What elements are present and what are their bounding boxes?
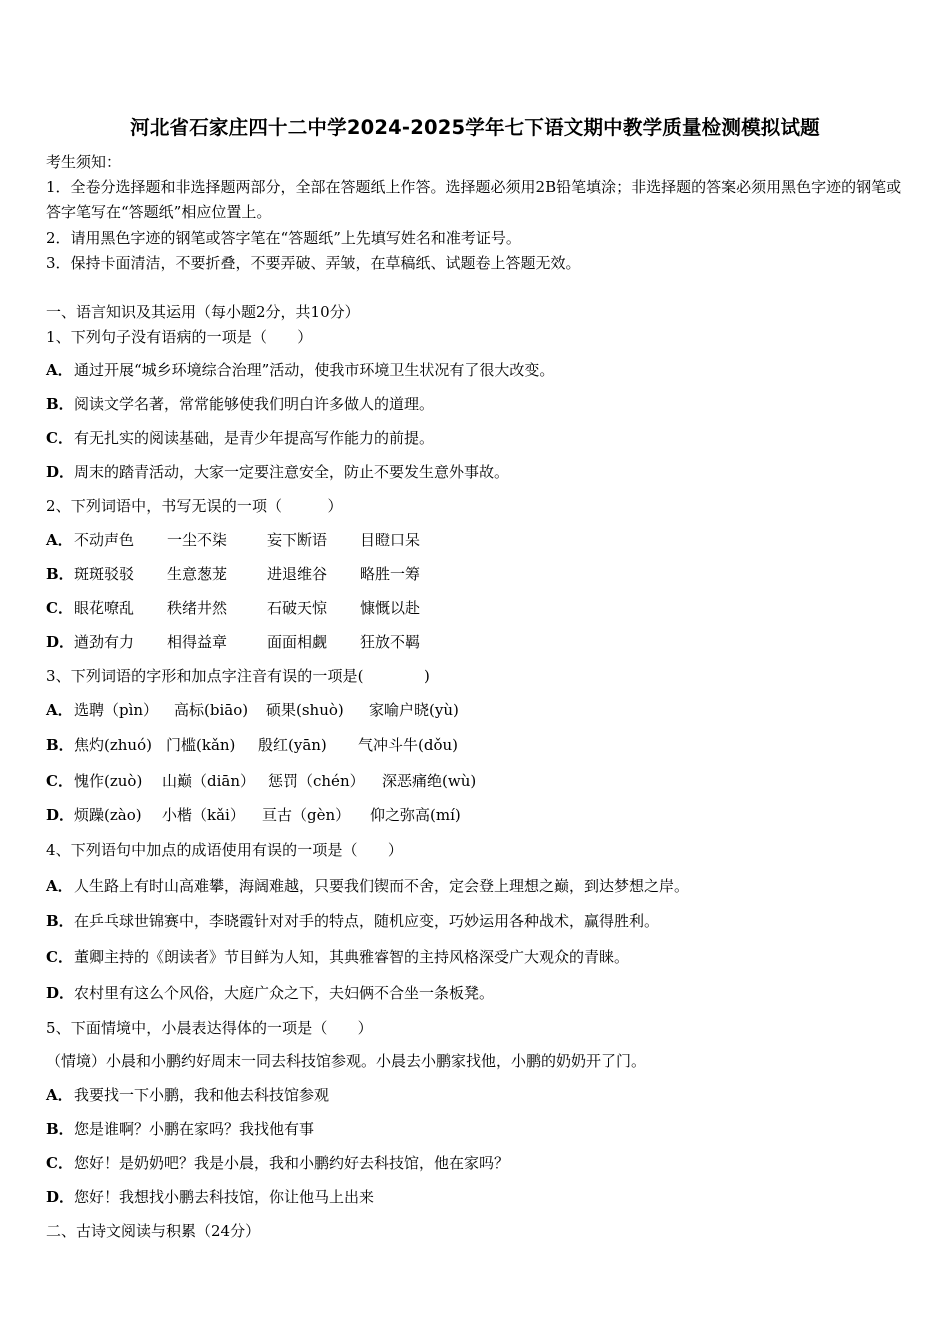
q2-option-b[interactable] — [46, 564, 910, 584]
option-word: 门槛(kǎn) — [166, 736, 236, 754]
q5-option-b[interactable] — [46, 1119, 910, 1139]
section-1-heading: 一、语言知识及其运用（每小题2分，共10分） — [46, 303, 360, 321]
option-text: 阅读文学名著，常常能够使我们明白许多做人的道理。 — [74, 395, 435, 413]
q1-stem: 1、下列句子没有语病的一项是（ ） — [46, 328, 313, 346]
q4-option-a[interactable] — [46, 876, 910, 896]
q3-option-b[interactable] — [46, 735, 910, 755]
q4-option-d[interactable] — [46, 983, 910, 1003]
option-word: 斑斑驳驳 — [74, 565, 135, 583]
option-text: 周末的踏青活动，大家一定要注意安全，防止不要发生意外事故。 — [74, 463, 510, 481]
q5-stem: 5、下面情境中，小晨表达得体的一项是（ ） — [46, 1019, 373, 1037]
q3-option-c[interactable] — [46, 771, 910, 791]
option-label: B． — [46, 1120, 74, 1138]
option-label: A． — [46, 701, 73, 719]
option-label: B． — [46, 565, 74, 583]
q1-option-a[interactable] — [46, 360, 910, 380]
option-label: C． — [46, 772, 73, 790]
option-word: 遒劲有力 — [74, 633, 135, 651]
option-word: 气冲斗牛(dǒu) — [358, 736, 458, 754]
option-word: 面面相觑 — [267, 633, 328, 651]
option-word: 一尘不柒 — [167, 531, 228, 549]
option-text: 有无扎实的阅读基础，是青少年提高写作能力的前提。 — [74, 429, 435, 447]
option-text: 农村里有这么个风俗，大庭广众之下，夫妇俩不合坐一条板凳。 — [74, 984, 495, 1002]
section-2-heading: 二、古诗文阅读与积累（24分） — [46, 1222, 261, 1240]
option-word: 仰之弥高(mí) — [370, 806, 461, 824]
option-word: 硕果(shuò) — [266, 701, 344, 719]
q5-option-c[interactable] — [46, 1153, 910, 1173]
option-word: 殷红(yān) — [258, 736, 327, 754]
q5-option-d[interactable] — [46, 1187, 910, 1207]
q2-stem: 2、下列词语中，书写无误的一项（ ） — [46, 497, 343, 515]
option-label: D． — [46, 463, 75, 481]
option-word: 山巅（diān） — [162, 772, 256, 790]
option-word: 深恶痛绝(wù) — [382, 772, 477, 790]
option-word: 狂放不羁 — [360, 633, 421, 651]
option-word: 小楷（kǎi） — [162, 806, 245, 824]
option-label: D． — [46, 806, 75, 824]
option-label: B． — [46, 736, 74, 754]
q3-option-a[interactable] — [46, 700, 910, 720]
option-word: 焦灼(zhuó) — [74, 736, 152, 754]
q2-option-a[interactable] — [46, 530, 910, 550]
notice-item-3: 3．保持卡面清洁，不要折叠，不要弄破、弄皱，在草稿纸、试题卷上答题无效。 — [46, 254, 581, 272]
option-text: 在乒乓球世锦赛中，李晓霞针对对手的特点，随机应变，巧妙运用各种战术，赢得胜利。 — [74, 912, 660, 930]
q4-stem: 4、下列语句中加点的成语使用有误的一项是（ ） — [46, 841, 403, 859]
option-label: C． — [46, 1154, 73, 1172]
option-word: 妄下断语 — [267, 531, 328, 549]
q3-option-d[interactable] — [46, 805, 910, 825]
option-word: 惩罚（chén） — [268, 772, 365, 790]
option-label: A． — [46, 877, 73, 895]
option-text: 通过开展“城乡环境综合治理”活动，使我市环境卫生状况有了很大改变。 — [74, 361, 555, 379]
option-word: 高标(biāo) — [174, 701, 249, 719]
q1-option-b[interactable] — [46, 394, 910, 414]
notice-heading: 考生须知： — [46, 153, 122, 171]
option-word: 略胜一筹 — [360, 565, 421, 583]
q5-context: （情境）小晨和小鹏约好周末一同去科技馆参观。小晨去小鹏家找他，小鹏的奶奶开了门。 — [46, 1052, 647, 1070]
option-label: D． — [46, 633, 75, 651]
option-text: 人生路上有时山高难攀，海阔难越，只要我们锲而不舍，定会登上理想之巅，到达梦想之岸。 — [74, 877, 690, 895]
q1-option-c[interactable] — [46, 428, 910, 448]
option-label: D． — [46, 984, 75, 1002]
option-label: C． — [46, 429, 73, 447]
q1-option-d[interactable] — [46, 462, 910, 482]
option-text: 您好！是奶奶吧？我是小晨，我和小鹏约好去科技馆，他在家吗？ — [74, 1154, 510, 1172]
exam-title: 河北省石家庄四十二中学2024-2025学年七下语文期中教学质量检测模拟试题 — [130, 116, 820, 139]
option-label: A． — [46, 1086, 73, 1104]
q4-option-b[interactable] — [46, 911, 910, 931]
option-word: 家喻户晓(yù) — [369, 701, 459, 719]
option-text: 董卿主持的《朗读者》节目鲜为人知，其典雅睿智的主持风格深受广大观众的青睐。 — [74, 948, 630, 966]
option-word: 慷慨以赴 — [360, 599, 421, 617]
q2-option-c[interactable] — [46, 598, 910, 618]
option-word: 亘古（gèn） — [262, 806, 351, 824]
q5-option-a[interactable] — [46, 1085, 910, 1105]
option-word: 进退维谷 — [267, 565, 328, 583]
option-word: 眼花嘹乱 — [74, 599, 135, 617]
option-text: 您好！我想找小鹏去科技馆，你让他马上出来 — [74, 1188, 375, 1206]
option-label: B． — [46, 395, 74, 413]
option-label: C． — [46, 599, 73, 617]
option-word: 愧作(zuò) — [74, 772, 143, 790]
option-word: 目瞪口呆 — [360, 531, 421, 549]
option-word: 生意葱茏 — [167, 565, 228, 583]
option-word: 烦躁(zào) — [74, 806, 142, 824]
option-word: 石破天惊 — [267, 599, 328, 617]
option-word: 不动声色 — [74, 531, 135, 549]
option-label: B． — [46, 912, 74, 930]
option-text: 您是谁啊？小鹏在家吗？我找他有事 — [74, 1120, 315, 1138]
option-label: A． — [46, 531, 73, 549]
option-label: C． — [46, 948, 73, 966]
notice-item-1: 1．全卷分选择题和非选择题两部分，全部在答题纸上作答。选择题必须用2B铅笔填涂；非选择题的答案必须用黑色字迹的钢笔或答字笔写在“答题纸”相应位置上。 — [46, 178, 902, 221]
option-label: D． — [46, 1188, 75, 1206]
notice-item-2: 2．请用黑色字迹的钢笔或答字笔在“答题纸”上先填写姓名和准考证号。 — [46, 229, 521, 247]
option-word: 选聘（pìn） — [74, 701, 159, 719]
option-word: 相得益章 — [167, 633, 228, 651]
option-text: 我要找一下小鹏，我和他去科技馆参观 — [74, 1086, 330, 1104]
q3-stem: 3、下列词语的字形和加点字注音有误的一项是( ) — [46, 667, 430, 685]
q4-option-c[interactable] — [46, 947, 910, 967]
option-label: A． — [46, 361, 73, 379]
option-word: 秩绪井然 — [167, 599, 228, 617]
q2-option-d[interactable] — [46, 632, 910, 652]
